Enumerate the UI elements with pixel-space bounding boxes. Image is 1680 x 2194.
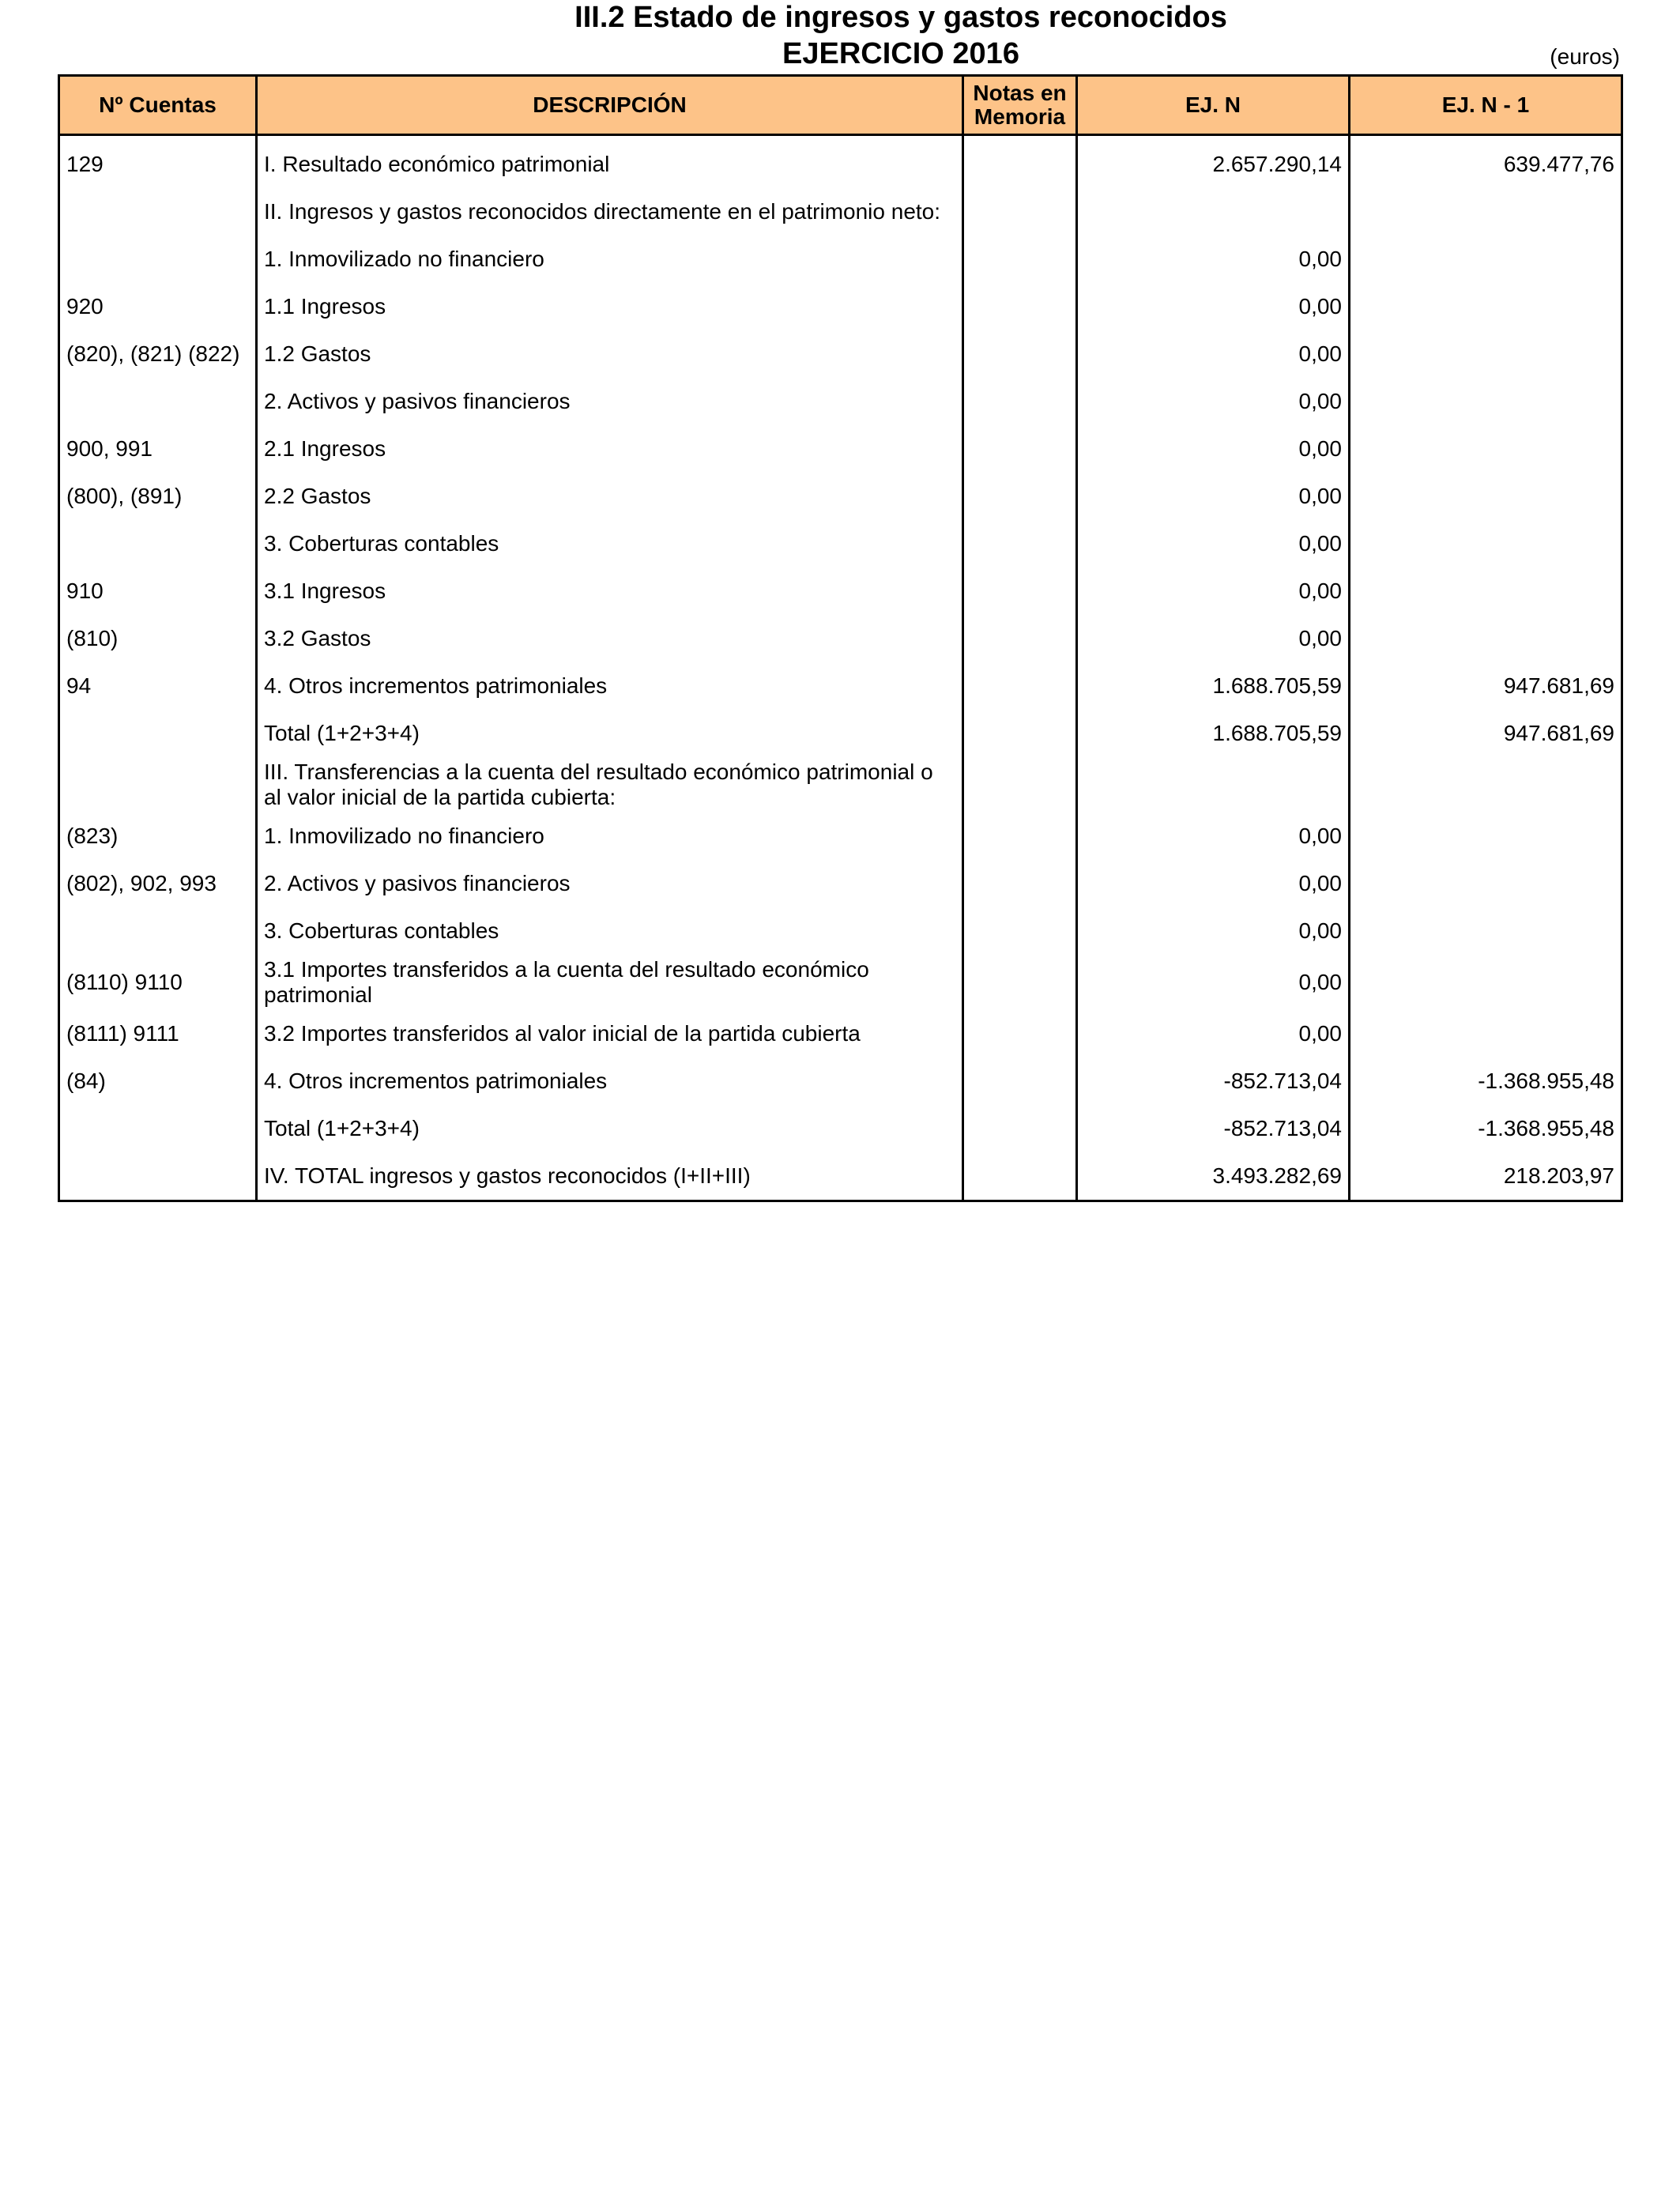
cell-descripcion: 1. Inmovilizado no financiero [257,236,963,283]
col-header-cuentas: Nº Cuentas [59,76,257,135]
cell-descripcion: III. Transferencias a la cuenta del resultado económico patrimonial o al valor inicial de la partida cubierta: [257,757,963,812]
table-row [59,1152,1622,1201]
cell-ej-n1: -1.368.955,48 [1350,1105,1622,1152]
cell-descripcion: 3.2 Gastos [257,615,963,662]
cell-ej-n1 [1350,907,1622,955]
col-header-notas [963,76,1077,135]
table-row [59,1105,1622,1152]
cell-ej-n1 [1350,860,1622,907]
table-row [59,615,1622,662]
cell-ej-n1 [1350,757,1622,812]
cell-ej-n1 [1350,615,1622,662]
cell-ej-n: 0,00 [1077,520,1350,567]
table-row [59,473,1622,520]
cell-notas [963,710,1077,757]
cell-descripcion: Total (1+2+3+4) [257,710,963,757]
cell-descripcion: 2. Activos y pasivos financieros [257,378,963,425]
table-row [59,425,1622,473]
col-header-ej-n: EJ. N [1077,76,1350,135]
cell-notas [963,520,1077,567]
cell-cuentas [59,188,257,236]
cell-notas [963,188,1077,236]
cell-cuentas: 920 [59,283,257,330]
cell-ej-n: 0,00 [1077,615,1350,662]
cell-ej-n1 [1350,330,1622,378]
cell-ej-n1: -1.368.955,48 [1350,1057,1622,1105]
income-expense-table [58,74,1623,1202]
cell-notas [963,860,1077,907]
cell-notas [963,1057,1077,1105]
table-row [59,135,1622,189]
cell-notas [963,425,1077,473]
cell-notas [963,378,1077,425]
cell-notas [963,907,1077,955]
cell-notas [963,1010,1077,1057]
cell-ej-n1 [1350,283,1622,330]
cell-ej-n: 0,00 [1077,425,1350,473]
table-body [59,135,1622,1201]
cell-notas [963,955,1077,1010]
cell-descripcion: 1. Inmovilizado no financiero [257,812,963,860]
cell-descripcion: I. Resultado económico patrimonial [257,135,963,189]
cell-cuentas [59,520,257,567]
cell-notas [963,236,1077,283]
cell-ej-n1 [1350,236,1622,283]
cell-ej-n: 0,00 [1077,378,1350,425]
cell-cuentas [59,1105,257,1152]
cell-descripcion: 3. Coberturas contables [257,907,963,955]
table-row [59,757,1622,812]
cell-cuentas: (800), (891) [59,473,257,520]
cell-notas [963,757,1077,812]
cell-cuentas: (8111) 9111 [59,1010,257,1057]
cell-ej-n: 0,00 [1077,907,1350,955]
cell-ej-n: 0,00 [1077,283,1350,330]
cell-ej-n: 2.657.290,14 [1077,135,1350,189]
cell-ej-n1 [1350,812,1622,860]
cell-cuentas [59,710,257,757]
cell-cuentas [59,907,257,955]
cell-notas [963,615,1077,662]
cell-ej-n1 [1350,567,1622,615]
cell-cuentas [59,1152,257,1201]
cell-descripcion: 1.1 Ingresos [257,283,963,330]
cell-notas [963,567,1077,615]
cell-ej-n1 [1350,955,1622,1010]
cell-ej-n: 0,00 [1077,473,1350,520]
table-row [59,860,1622,907]
cell-ej-n: 0,00 [1077,330,1350,378]
cell-ej-n1: 639.477,76 [1350,135,1622,189]
col-header-descripcion: DESCRIPCIÓN [257,76,963,135]
cell-descripcion: 1.2 Gastos [257,330,963,378]
table-row [59,567,1622,615]
cell-cuentas: (8110) 9110 [59,955,257,1010]
cell-ej-n: 0,00 [1077,1010,1350,1057]
cell-ej-n: 0,00 [1077,860,1350,907]
table-row [59,378,1622,425]
cell-ej-n: 0,00 [1077,567,1350,615]
cell-ej-n1 [1350,378,1622,425]
table-row [59,662,1622,710]
cell-cuentas: 910 [59,567,257,615]
cell-cuentas: (84) [59,1057,257,1105]
cell-descripcion: II. Ingresos y gastos reconocidos directamente en el patrimonio neto: [257,188,963,236]
cell-ej-n [1077,188,1350,236]
cell-notas [963,662,1077,710]
cell-descripcion: 2. Activos y pasivos financieros [257,860,963,907]
table-row [59,1010,1622,1057]
cell-ej-n: 1.688.705,59 [1077,662,1350,710]
cell-ej-n: 3.493.282,69 [1077,1152,1350,1201]
cell-cuentas [59,757,257,812]
table-row [59,330,1622,378]
table-row [59,188,1622,236]
cell-ej-n1 [1350,188,1622,236]
cell-ej-n [1077,757,1350,812]
cell-cuentas [59,378,257,425]
cell-descripcion: 3.1 Importes transferidos a la cuenta del resultado económico patrimonial [257,955,963,1010]
cell-ej-n1 [1350,473,1622,520]
cell-ej-n: 0,00 [1077,236,1350,283]
cell-descripcion: IV. TOTAL ingresos y gastos reconocidos (I+II+III) [257,1152,963,1201]
cell-cuentas: (802), 902, 993 [59,860,257,907]
cell-descripcion: 4. Otros incrementos patrimoniales [257,1057,963,1105]
cell-ej-n1 [1350,520,1622,567]
cell-ej-n1: 947.681,69 [1350,662,1622,710]
cell-ej-n: -852.713,04 [1077,1105,1350,1152]
table-row [59,283,1622,330]
cell-descripcion: 4. Otros incrementos patrimoniales [257,662,963,710]
units-label: (euros) [1550,44,1620,69]
cell-descripcion: 2.1 Ingresos [257,425,963,473]
table-row [59,907,1622,955]
col-header-notas-line2: Memoria [974,104,1066,129]
cell-notas [963,812,1077,860]
table-row [59,955,1622,1010]
cell-ej-n1 [1350,1010,1622,1057]
cell-cuentas: (823) [59,812,257,860]
cell-notas [963,1105,1077,1152]
table-row [59,812,1622,860]
table-row [59,1057,1622,1105]
cell-descripcion: 3.1 Ingresos [257,567,963,615]
col-header-notas-line1: Notas en [973,81,1067,105]
table-header-row [59,76,1622,135]
cell-cuentas [59,236,257,283]
table-row [59,236,1622,283]
cell-ej-n1: 218.203,97 [1350,1152,1622,1201]
cell-cuentas: (820), (821) (822) [59,330,257,378]
cell-descripcion: 3.2 Importes transferidos al valor inicial de la partida cubierta [257,1010,963,1057]
table-row [59,710,1622,757]
cell-descripcion: Total (1+2+3+4) [257,1105,963,1152]
cell-ej-n: 1.688.705,59 [1077,710,1350,757]
cell-cuentas: 129 [59,135,257,189]
cell-notas [963,283,1077,330]
cell-ej-n: 0,00 [1077,812,1350,860]
cell-cuentas: (810) [59,615,257,662]
cell-ej-n: 0,00 [1077,955,1350,1010]
cell-notas [963,473,1077,520]
cell-ej-n: -852.713,04 [1077,1057,1350,1105]
cell-ej-n1: 947.681,69 [1350,710,1622,757]
col-header-ej-n1: EJ. N - 1 [1350,76,1622,135]
cell-descripcion: 3. Coberturas contables [257,520,963,567]
cell-cuentas: 94 [59,662,257,710]
report-title: III.2 Estado de ingresos y gastos reconocidos [574,1,1227,34]
report-subtitle: EJERCICIO 2016 [782,37,1019,70]
cell-notas [963,330,1077,378]
cell-descripcion: 2.2 Gastos [257,473,963,520]
cell-cuentas: 900, 991 [59,425,257,473]
table-row [59,520,1622,567]
cell-ej-n1 [1350,425,1622,473]
cell-notas [963,135,1077,189]
cell-notas [963,1152,1077,1201]
